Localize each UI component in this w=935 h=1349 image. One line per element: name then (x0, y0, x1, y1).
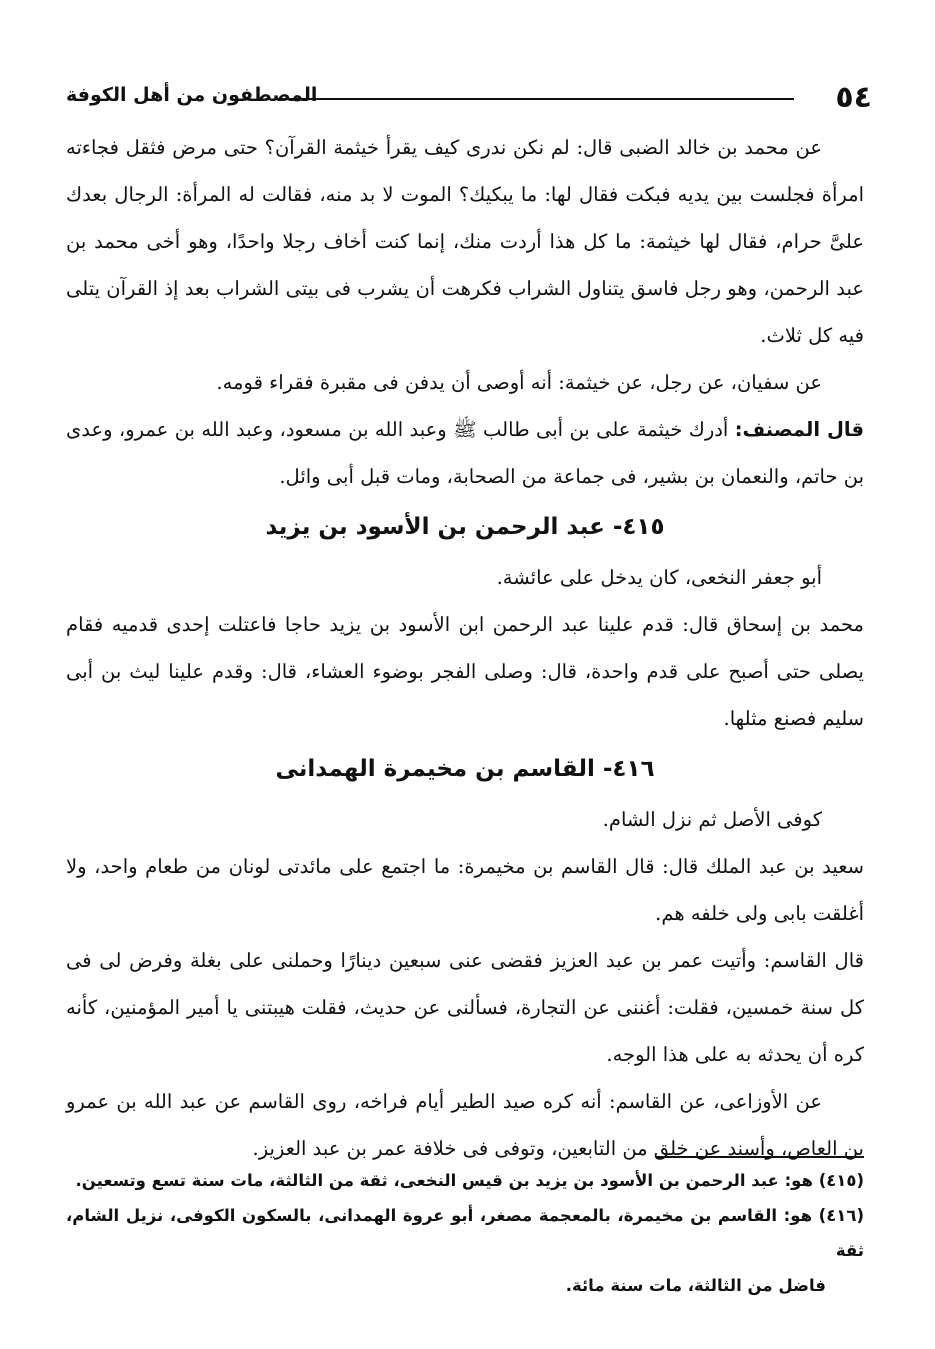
paragraph (66, 359, 864, 406)
paragraph (66, 554, 864, 601)
header-rule (274, 98, 794, 100)
paragraph-text: قال القاسم: وأتيت عمر بن عبد العزيز فقضى عنى سبعين دينارًا وحملنى على بغلة وفرض لى فى كل سنة خمسين، فقلت: أغننى عن التجارة، فسألنى عن حديث، فقلت هيبتنى يا أمير المؤمنين، كأنه كره أن يحدثه به على هذا الوجه. (66, 949, 864, 1066)
paragraph (66, 124, 864, 359)
paragraph (66, 937, 864, 1078)
footnote-416 (66, 1198, 864, 1303)
paragraph-text: كوفى الأصل ثم نزل الشام. (602, 808, 822, 831)
paragraph (66, 601, 864, 742)
footnote-text: (٤١٥) هو: عبد الرحمن بن الأسود بن يزيد بن قيس النخعى، ثقة من الثالثة، مات سنة تسع وتسعين. (75, 1171, 864, 1190)
footnotes (66, 1163, 864, 1303)
author-note-paragraph (66, 406, 864, 500)
page-number: ٥٤ (835, 80, 872, 115)
paragraph (66, 843, 864, 937)
footnote-rule (656, 1156, 864, 1158)
paragraph-text: أبو جعفر النخعى، كان يدخل على عائشة. (496, 566, 822, 589)
paragraph-text: عن محمد بن خالد الضبى قال: لم نكن ندرى كيف يقرأ خيثمة القرآن؟ حتى مرض فثقل فجاءته امرأة فجلست بين يديه فبكت فقال لها: ما يبكيك؟ الموت لا بد منه، فقالت له المرأة: الرجال بعدك علىَّ حرام، فقال لها خيثمة: ما كل هذا أردت منك، إنما كنت أخاف رجلا واحدًا، وهو أخى محمد بن عبد الرحمن، وهو رجل فاسق يتناول الشراب فكرهت أن يشرب فى بيتى الشراب بعد إذ القرآن يتلى فيه كل ثلاث. (66, 136, 864, 347)
page-header (66, 78, 872, 118)
paragraph-text: عن سفيان، عن رجل، عن خيثمة: أنه أوصى أن يدفن فى مقبرة فقراء قومه. (216, 371, 822, 394)
footnote-continuation: فاضل من الثالثة، مات سنة مائة. (565, 1276, 826, 1295)
author-note-lead: قال المصنف: (734, 418, 864, 441)
footnote-text: (٤١٦) هو: القاسم بن مخيمرة، بالمعجمة مصغر، أبو عروة الهمدانى، بالسكون الكوفى، نزيل الشام، ثقة (66, 1206, 864, 1260)
paragraph-text: أدرك خيثمة على بن أبى طالب ﷺ وعبد الله بن مسعود، وعبد الله بن عمرو، وعدى بن حاتم، والنعمان بن بشير، فى جماعة من الصحابة، ومات قبل أبى وائل. (66, 418, 864, 488)
paragraph (66, 796, 864, 843)
footnote-415 (66, 1163, 864, 1198)
main-text (66, 124, 864, 1172)
paragraph-text: محمد بن إسحاق قال: قدم علينا عبد الرحمن ابن الأسود بن يزيد حاجا فاعتلت إحدى قدميه فقام يصلى حتى أصبح على قدم واحدة، قال: وصلى الفجر بوضوء العشاء، قال: وقدم علينا ليث بن أبى سليم فصنع مثلها. (66, 613, 864, 730)
paragraph-text: عن الأوزاعى، عن القاسم: أنه كره صيد الطير أيام فراخه، روى القاسم عن عبد الله بن عمرو بن العاص، وأسند عن خلق من التابعين، وتوفى فى خلافة عمر بن عبد العزيز. (66, 1090, 864, 1160)
paragraph-text: سعيد بن عبد الملك قال: قال القاسم بن مخيمرة: ما اجتمع على مائدتى لونان من طعام واحد، ولا أغلقت بابى ولى خلفه هم. (66, 855, 864, 925)
section-heading-416: ٤١٦- القاسم بن مخيمرة الهمدانى (275, 756, 655, 782)
running-title: المصطفون من أهل الكوفة (66, 84, 318, 106)
section-heading-415: ٤١٥- عبد الرحمن بن الأسود بن يزيد (265, 514, 665, 540)
